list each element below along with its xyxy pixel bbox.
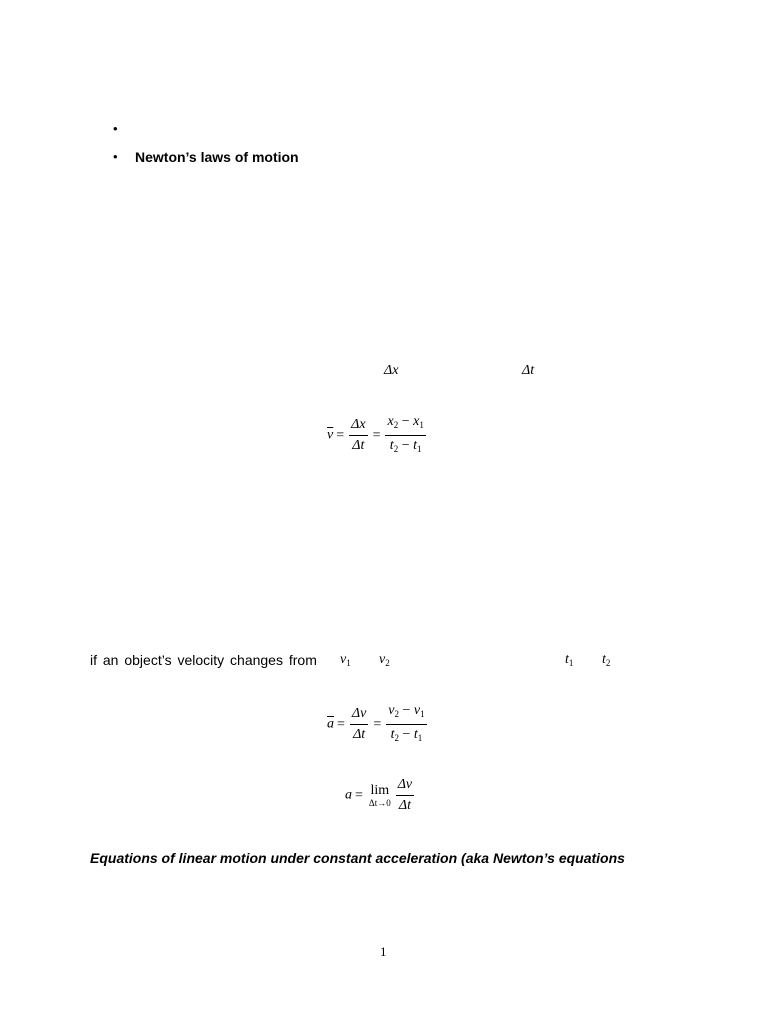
- denominator: Δt: [398, 798, 411, 813]
- bullet-marker: •: [113, 149, 118, 164]
- equations-heading: Equations of linear motion under constant acceleration (aka Newton’s equations: [90, 850, 625, 866]
- denominator: Δt: [352, 438, 365, 453]
- velocity-symbol: $\overline{v}$: [327, 427, 334, 443]
- section-heading: Newton’s laws of motion: [135, 149, 299, 165]
- derivative-fraction: [396, 777, 414, 814]
- limit-label: lim: [370, 783, 390, 798]
- equals-sign: =: [372, 427, 381, 443]
- v1-symbol: $v_1$: [340, 652, 351, 668]
- numerator: Δx: [349, 417, 367, 436]
- fraction-delta: [350, 706, 368, 743]
- equals-sign: =: [373, 716, 382, 732]
- t2-symbol: $t_2$: [602, 652, 611, 668]
- limit-subscript: Δt→0: [368, 798, 391, 808]
- numerator: $v_2 - v_1$: [386, 703, 426, 725]
- v2-symbol: $v_2$: [379, 652, 390, 668]
- instantaneous-acceleration-equation: [345, 777, 416, 814]
- equals-sign: =: [355, 787, 363, 803]
- average-velocity-equation: [327, 414, 428, 457]
- acceleration-symbol: a: [345, 787, 352, 803]
- equals-sign: =: [336, 427, 345, 443]
- delta-x-symbol: Δx: [384, 363, 399, 378]
- denominator: Δt: [353, 727, 366, 742]
- t1-symbol: $t_1$: [565, 652, 574, 668]
- page-number: 1: [380, 944, 387, 959]
- fraction-difference: [386, 703, 426, 746]
- acceleration-symbol: $\overline{a}$: [327, 716, 334, 732]
- numerator: Δv: [396, 777, 414, 796]
- numerator: $x_2 - x_1$: [385, 414, 425, 436]
- average-acceleration-equation: [327, 703, 429, 746]
- empty-bullet: •: [113, 121, 118, 136]
- fraction-difference: [385, 414, 425, 457]
- numerator: Δv: [350, 706, 368, 725]
- limit-operator: [369, 783, 391, 808]
- equals-sign: =: [337, 716, 345, 732]
- denominator: $t_2 - t_1$: [389, 438, 422, 454]
- fraction-delta: [349, 417, 367, 454]
- velocity-change-sentence: if an object’s velocity changes from: [90, 652, 317, 668]
- denominator: $t_2 - t_1$: [390, 727, 423, 743]
- delta-t-symbol: Δt: [522, 363, 535, 378]
